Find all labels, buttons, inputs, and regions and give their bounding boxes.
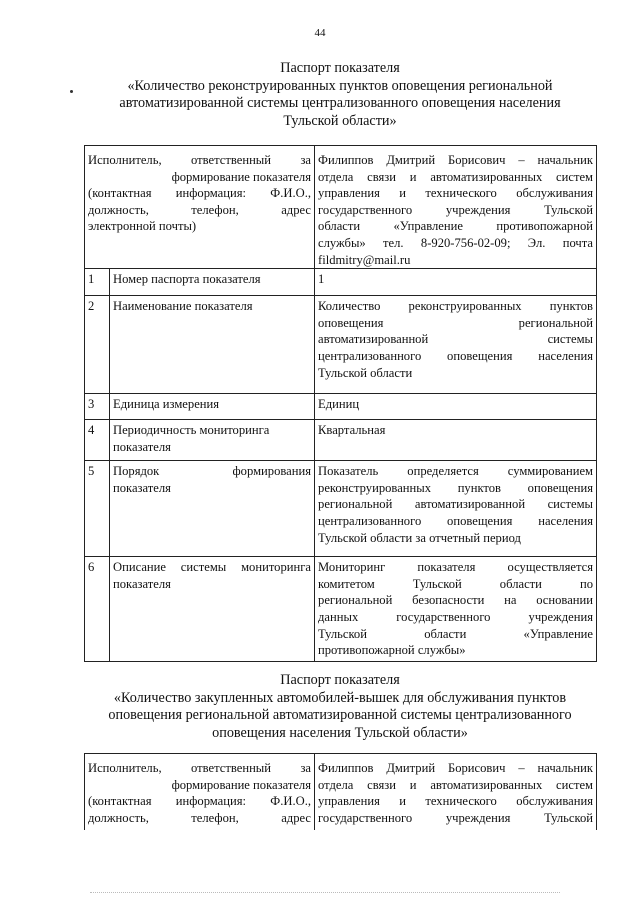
row-number: 4 <box>85 420 110 461</box>
row-number: 5 <box>85 461 110 557</box>
row-label: Порядок формирования показателя <box>110 461 315 557</box>
executor-value: Филиппов Дмитрий Борисович – начальник отдела связи и автоматизированных систем управления и технического обслуживания государственного учреждения Тульской <box>315 754 597 831</box>
row-number: 1 <box>85 269 110 296</box>
executor-row <box>85 754 597 831</box>
heading-line: Паспорт показателя <box>280 672 400 688</box>
heading-line: оповещения региональной автоматизированной системы централизованного <box>108 707 572 723</box>
row-label: Номер паспорта показателя <box>110 269 315 296</box>
row-label: Наименование показателя <box>110 296 315 394</box>
page-number: 44 <box>314 27 326 39</box>
row-value: 1 <box>315 269 597 296</box>
heading-line: Тульской области» <box>283 112 397 129</box>
table-row <box>85 461 597 557</box>
row-value: Количество реконструированных пунктов оповещения региональной автоматизированной системы централизованного оповещения населения Тульской области <box>315 296 597 394</box>
row-label: Периодичность мониторинга показателя <box>110 420 315 461</box>
scan-artifact-line <box>90 892 560 895</box>
heading-line: автоматизированной системы централизованного оповещения населения <box>119 95 561 111</box>
passport-1-table <box>84 145 597 662</box>
table-row <box>85 420 597 461</box>
row-label: Единица измерения <box>110 394 315 420</box>
table-row <box>85 269 597 296</box>
row-number: 2 <box>85 296 110 394</box>
heading-line: Паспорт показателя <box>280 60 400 76</box>
row-label: Описание системы мониторинга показателя <box>110 557 315 662</box>
heading-line: оповещения населения Тульской области» <box>212 724 468 741</box>
heading-line: «Количество закупленных автомобилей-вышек для обслуживания пунктов <box>113 689 567 706</box>
row-value: Показатель определяется суммированием реконструированных пунктов оповещения региональной автоматизированной системы централизованного оповещения населения Тульской области за отчетный период <box>315 461 597 557</box>
heading-line: «Количество реконструированных пунктов оповещения региональной <box>127 77 553 94</box>
executor-label: Исполнитель, ответственный за формирование показателя (контактная информация: Ф.И.О., должность, телефон, адрес <box>85 754 315 831</box>
table-row <box>85 557 597 662</box>
row-value: Мониторинг показателя осуществляется комитетом Тульской области по региональной безопасности на основании данных государственного учреждения Тульской области «Управление противопожарной службы» <box>315 557 597 662</box>
row-value: Единиц <box>315 394 597 420</box>
passport-2-table <box>84 753 597 830</box>
table-row <box>85 394 597 420</box>
passport-2-table-clip <box>0 753 640 830</box>
executor-value: Филиппов Дмитрий Борисович – начальник отдела связи и автоматизированных систем управления и технического обслуживания государственного учреждения Тульской области «Управление противопожарной службы» тел. 8-920-756-02-09; Эл. почта fildmitry@mail.ru <box>315 146 597 269</box>
executor-row <box>85 146 597 269</box>
scan-speck <box>70 90 73 93</box>
passport-1-heading <box>70 60 610 130</box>
table-row <box>85 296 597 394</box>
row-number: 3 <box>85 394 110 420</box>
executor-label: Исполнитель, ответственный за формирование показателя (контактная информация: Ф.И.О., должность, телефон, адрес электронной почты) <box>85 146 315 269</box>
row-value: Квартальная <box>315 420 597 461</box>
row-number: 6 <box>85 557 110 662</box>
passport-2-heading <box>70 672 610 742</box>
